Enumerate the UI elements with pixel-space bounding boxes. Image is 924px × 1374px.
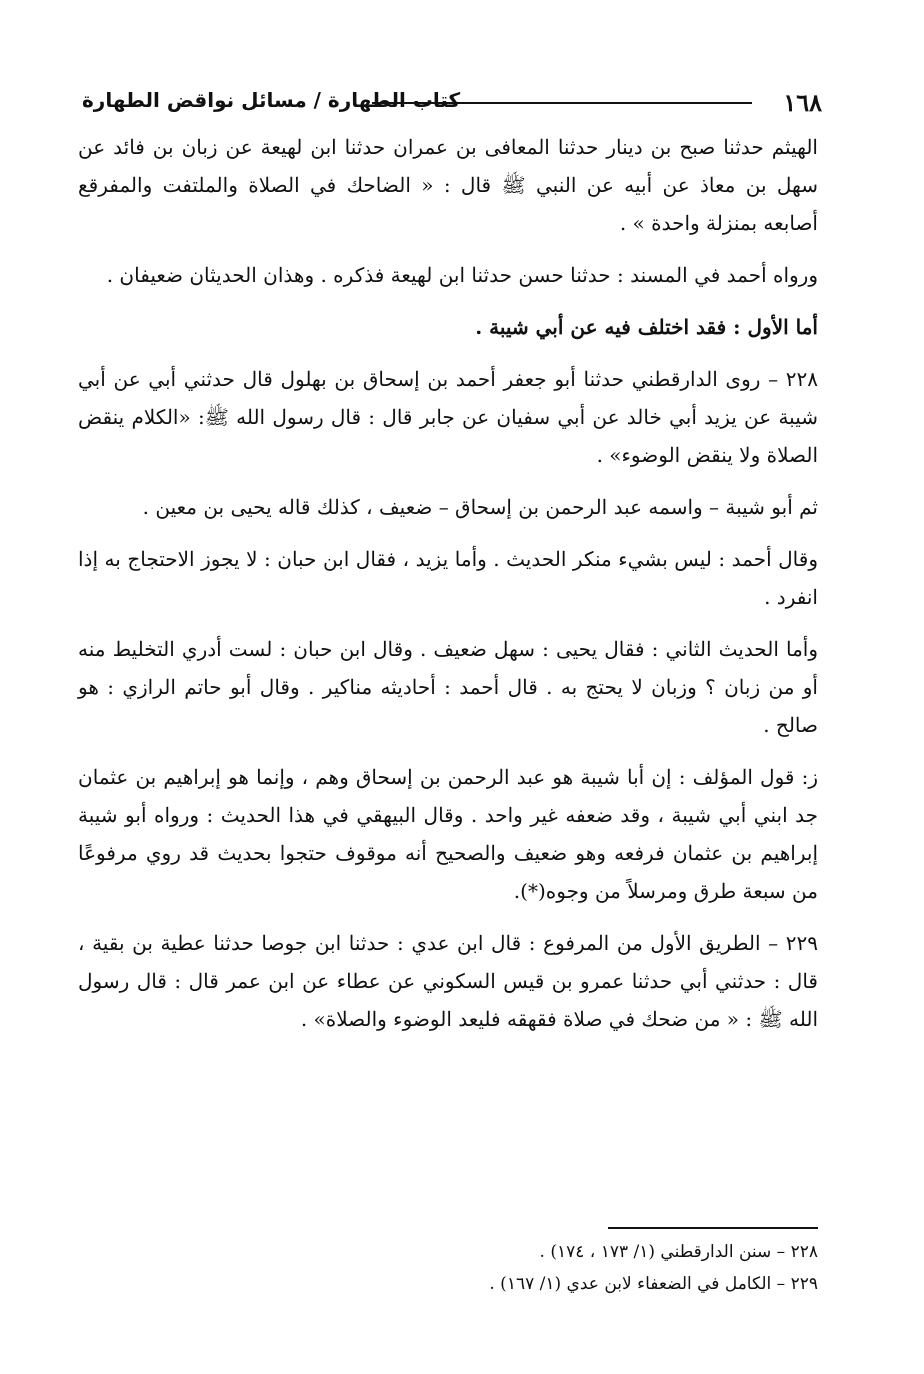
paragraph-4: ٢٢٨ – روى الدارقطني حدثنا أبو جعفر أحمد بن إسحاق بن بهلول قال حدثني أبي عن أبي شيبة عن يزيد أبي خالد عن أبي سفيان عن جابر قال : قال رسول الله ﷺ: «الكلام ينقض الصلاة ولا ينقض الوضوء» . bbox=[78, 367, 818, 467]
main-text bbox=[78, 128, 818, 1052]
paragraph-6: وقال أحمد : ليس بشيء منكر الحديث . وأما يزيد ، فقال ابن حبان : لا يجوز الاحتجاج به إذا انفرد . bbox=[78, 547, 818, 609]
paragraph-7: وأما الحديث الثاني : فقال يحيى : سهل ضعيف . وقال ابن حبان : لست أدري التخليط منه أو من زبان ؟ وزبان لا يحتج به . قال أحمد : أحاديثه مناكير . وقال أبو حاتم الرازي : هو صالح . bbox=[78, 637, 818, 737]
paragraph-9: ٢٢٩ – الطريق الأول من المرفوع : قال ابن عدي : حدثنا ابن جوصا حدثنا عطية بن بقية ، قال : حدثني أبي حدثنا عمرو بن قيس السكوني عن عطاء عن ابن عمر قال : قال رسول الله ﷺ : « من ضحك في صلاة فقهقه فليعد الوضوء والصلاة» . bbox=[78, 931, 818, 1031]
paragraph-2: ورواه أحمد في المسند : حدثنا حسن حدثنا ابن لهيعة فذكره . وهذان الحديثان ضعيفان . bbox=[106, 263, 818, 287]
paragraph-3: أما الأول : فقد اختلف فيه عن أبي شيبة . bbox=[475, 315, 818, 339]
page-number: ١٦٨ bbox=[783, 88, 822, 117]
footnote-divider bbox=[608, 1227, 818, 1229]
running-title: كتاب الطهارة / مسائل نواقض الطهارة bbox=[82, 88, 461, 112]
paragraph-1: الهيثم حدثنا صبح بن دينار حدثنا المعافى بن عمران حدثنا ابن لهيعة عن زبان بن فائد عن سهل بن معاذ عن أبيه عن النبي ﷺ قال : « الضاحك في الصلاة والملتفت والمفرقع أصابعه بمنزلة واحدة » . bbox=[78, 135, 818, 235]
paragraph-8: ز: قول المؤلف : إن أبا شيبة هو عبد الرحمن بن إسحاق وهم ، وإنما هو إبراهيم بن عثمان جد ابني أبي شيبة ، وقد ضعفه غير واحد . وقال البيهقي في هذا الحديث : ورواه أبو شيبة إبراهيم بن عثمان فرفعه وهو ضعيف والصحيح أنه موقوف حتجوا بحديث قد روي مرفوعًا من سبعة طرق ومرسلاً من وجوه(*). bbox=[78, 765, 818, 903]
page-header bbox=[82, 88, 822, 118]
footnotes bbox=[118, 1236, 818, 1300]
footnote-228: ٢٢٨ – سنن الدارقطني (١/ ١٧٣ ، ١٧٤) . bbox=[539, 1242, 818, 1262]
footnote-229: ٢٢٩ – الكامل في الضعفاء لابن عدي (١/ ١٦٧) . bbox=[489, 1274, 818, 1294]
paragraph-5: ثم أبو شيبة – واسمه عبد الرحمن بن إسحاق – ضعيف ، كذلك قاله يحيى بن معين . bbox=[142, 495, 818, 519]
